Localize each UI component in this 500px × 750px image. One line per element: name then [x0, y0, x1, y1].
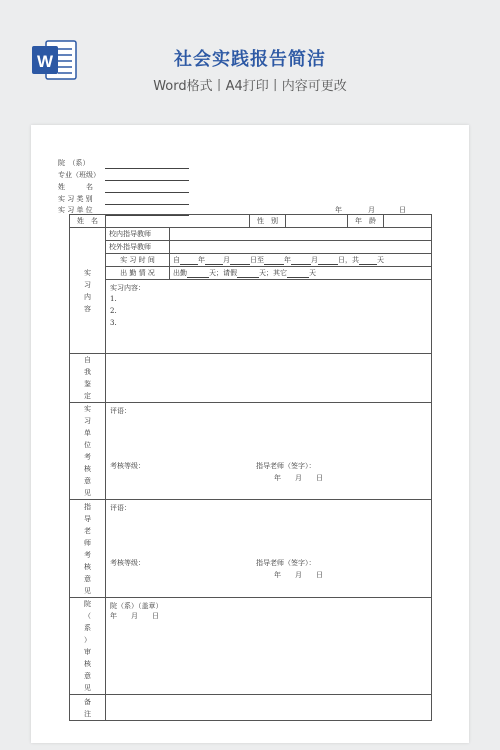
- dept-review-label: 院 （ 系 ） 审 核 意 见: [70, 598, 106, 695]
- content-item-3: 3.: [110, 319, 117, 327]
- document-page: [31, 125, 469, 743]
- age-value-cell[interactable]: [384, 215, 432, 228]
- self-assessment-row: [70, 354, 432, 403]
- gender-value-cell[interactable]: [286, 215, 348, 228]
- outer-teacher-row: [70, 241, 432, 254]
- info-field-type: 实 习 类 别: [58, 194, 104, 205]
- teacher-evaluation-area[interactable]: 评语： 考核等级： 指导老师（签字）： 年 月 日: [106, 500, 432, 598]
- dept-review-row: [70, 598, 432, 695]
- teacher-evaluation-row: [70, 500, 432, 598]
- content-row: [70, 280, 432, 354]
- inner-teacher-row: [70, 228, 432, 241]
- remarks-label: 备 注: [70, 695, 106, 721]
- remarks-area[interactable]: [106, 695, 432, 721]
- info-field-unit: 实 习 单 位: [58, 205, 104, 216]
- teacher-evaluation-label: 指 导 老 师 考 核 意 见: [70, 500, 106, 598]
- info-field-department: 院 （系）: [58, 158, 104, 169]
- attendance-value[interactable]: 出勤 天；请假 天；其它 天: [170, 267, 432, 280]
- attendance-row: [70, 267, 432, 280]
- name-value-cell[interactable]: [106, 215, 250, 228]
- gender-label: 性 别: [250, 215, 286, 228]
- unit-evaluation-label: 实 习 单 位 考 核 意 见: [70, 403, 106, 500]
- outer-teacher-label: 校外指导教师: [106, 241, 170, 254]
- time-value[interactable]: 自 年 月 日至 年 月 日，共 天: [170, 254, 432, 267]
- remarks-row: [70, 695, 432, 721]
- age-label: 年 龄: [348, 215, 384, 228]
- time-row: [70, 254, 432, 267]
- outer-teacher-value[interactable]: [170, 241, 432, 254]
- top-date: 年 月 日: [305, 205, 406, 215]
- internship-form-table: [69, 214, 432, 721]
- time-label: 实 习 时 间: [106, 254, 170, 267]
- dept-review-area[interactable]: 院（系）（盖章） 年 月 日: [106, 598, 432, 695]
- info-field-name: 姓 名: [58, 182, 104, 193]
- content-item-1: 1.: [110, 295, 117, 303]
- page-title: 社会实践报告简洁: [174, 49, 326, 70]
- content-area[interactable]: 实习内容： 1. 2. 3.: [106, 280, 432, 354]
- unit-evaluation-row: [70, 403, 432, 500]
- inner-teacher-label: 校内指导教师: [106, 228, 170, 241]
- name-label: 姓 名: [70, 215, 106, 228]
- page-header: [0, 0, 500, 120]
- self-assessment-label: 自 我 鉴 定: [70, 354, 106, 403]
- name-row: [70, 215, 432, 228]
- internship-section-label: 实 习 内 容: [70, 228, 106, 354]
- content-item-2: 2.: [110, 307, 117, 315]
- self-assessment-area[interactable]: [106, 354, 432, 403]
- svg-text:W: W: [36, 52, 54, 71]
- page-subtitle: Word格式丨A4打印丨内容可更改: [153, 79, 347, 94]
- info-field-major: 专业（班级）: [58, 170, 104, 181]
- unit-evaluation-area[interactable]: 评语： 考核等级： 指导老师（签字）： 年 月 日: [106, 403, 432, 500]
- attendance-label: 出 勤 情 况: [106, 267, 170, 280]
- inner-teacher-value[interactable]: [170, 228, 432, 241]
